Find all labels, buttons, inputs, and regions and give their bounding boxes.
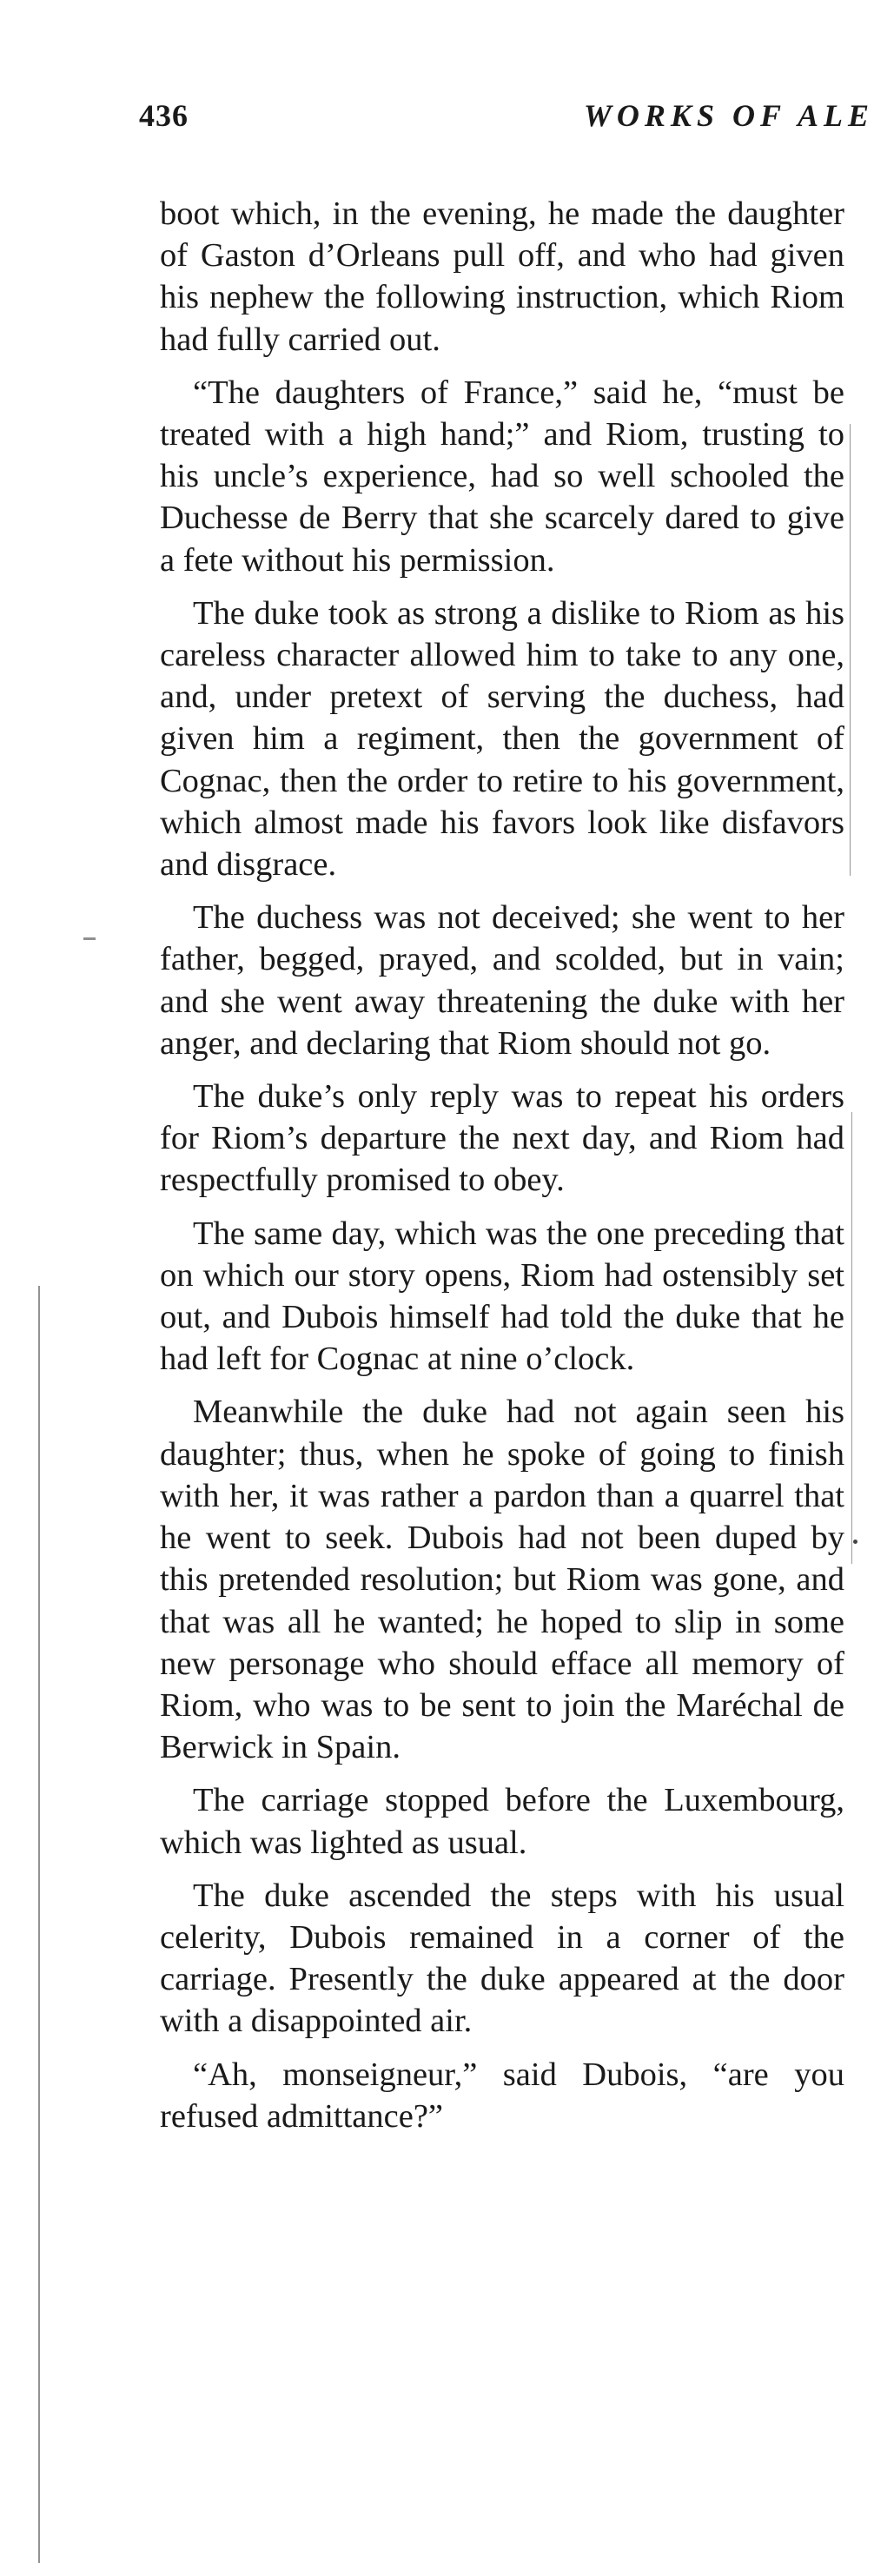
margin-dash-mark <box>83 937 96 940</box>
paragraph: The same day, which was the one preceding that on which our story opens, Riom had ostensibly set out, and Dubois himself had told the duke that he had left for Cognac at nine o’clock. <box>160 1215 844 1378</box>
paragraph: boot which, in the evening, he made the daughter of Gaston d’Orleans pull off, and who had given his nephew the following instruction, which Riom had fully carried out. <box>160 195 844 358</box>
paragraph: Meanwhile the duke had not again seen his daughter; thus, when he spoke of going to finish with her, it was rather a pardon than a quarrel that he went to seek. Dubois had not been duped by this pretended resolution; but Riom was gone, and that was all he wanted; he hoped to slip in some new personage who should efface all memory of Riom, who was to be sent to join the Maréchal de Berwick in Spain. <box>160 1394 844 1766</box>
right-margin-rule-lower <box>851 1112 852 1564</box>
body-text <box>160 193 844 2149</box>
page-number: 436 <box>139 98 189 133</box>
left-margin-rule <box>38 1286 40 2563</box>
right-margin-rule <box>850 424 851 876</box>
paragraph: “The daughters of France,” said he, “must be treated with a high hand;” and Riom, trusting to his uncle’s experience, had so well schooled the Duchesse de Berry that she scarcely dared to give a fete without his permission. <box>160 374 844 579</box>
paragraph: The carriage stopped before the Luxembourg, which was lighted as usual. <box>160 1782 844 1861</box>
margin-dot-mark <box>853 1540 857 1544</box>
paragraph: The duke’s only reply was to repeat his orders for Riom’s departure the next day, and Riom had respectfully promised to obey. <box>160 1078 844 1199</box>
page-header <box>139 97 874 149</box>
paragraph: The duchess was not deceived; she went to her father, begged, prayed, and scolded, but in vain; and she went away threatening the duke with her anger, and declaring that Riom should not go. <box>160 899 844 1062</box>
running-head: WORKS OF ALE <box>583 98 874 133</box>
paragraph: The duke ascended the steps with his usual celerity, Dubois remained in a corner of the carriage. Presently the duke appeared at the door with a disappointed air. <box>160 1877 844 2040</box>
paragraph: The duke took as strong a dislike to Riom as his careless character allowed him to take to any one, and, under pretext of serving the duchess, had given him a regiment, then the government of Cognac, then the order to retire to his government, which almost made his favors look like disfavors and disgrace. <box>160 594 844 884</box>
paragraph: “Ah, monseigneur,” said Dubois, “are you refused admittance?” <box>160 2056 844 2135</box>
